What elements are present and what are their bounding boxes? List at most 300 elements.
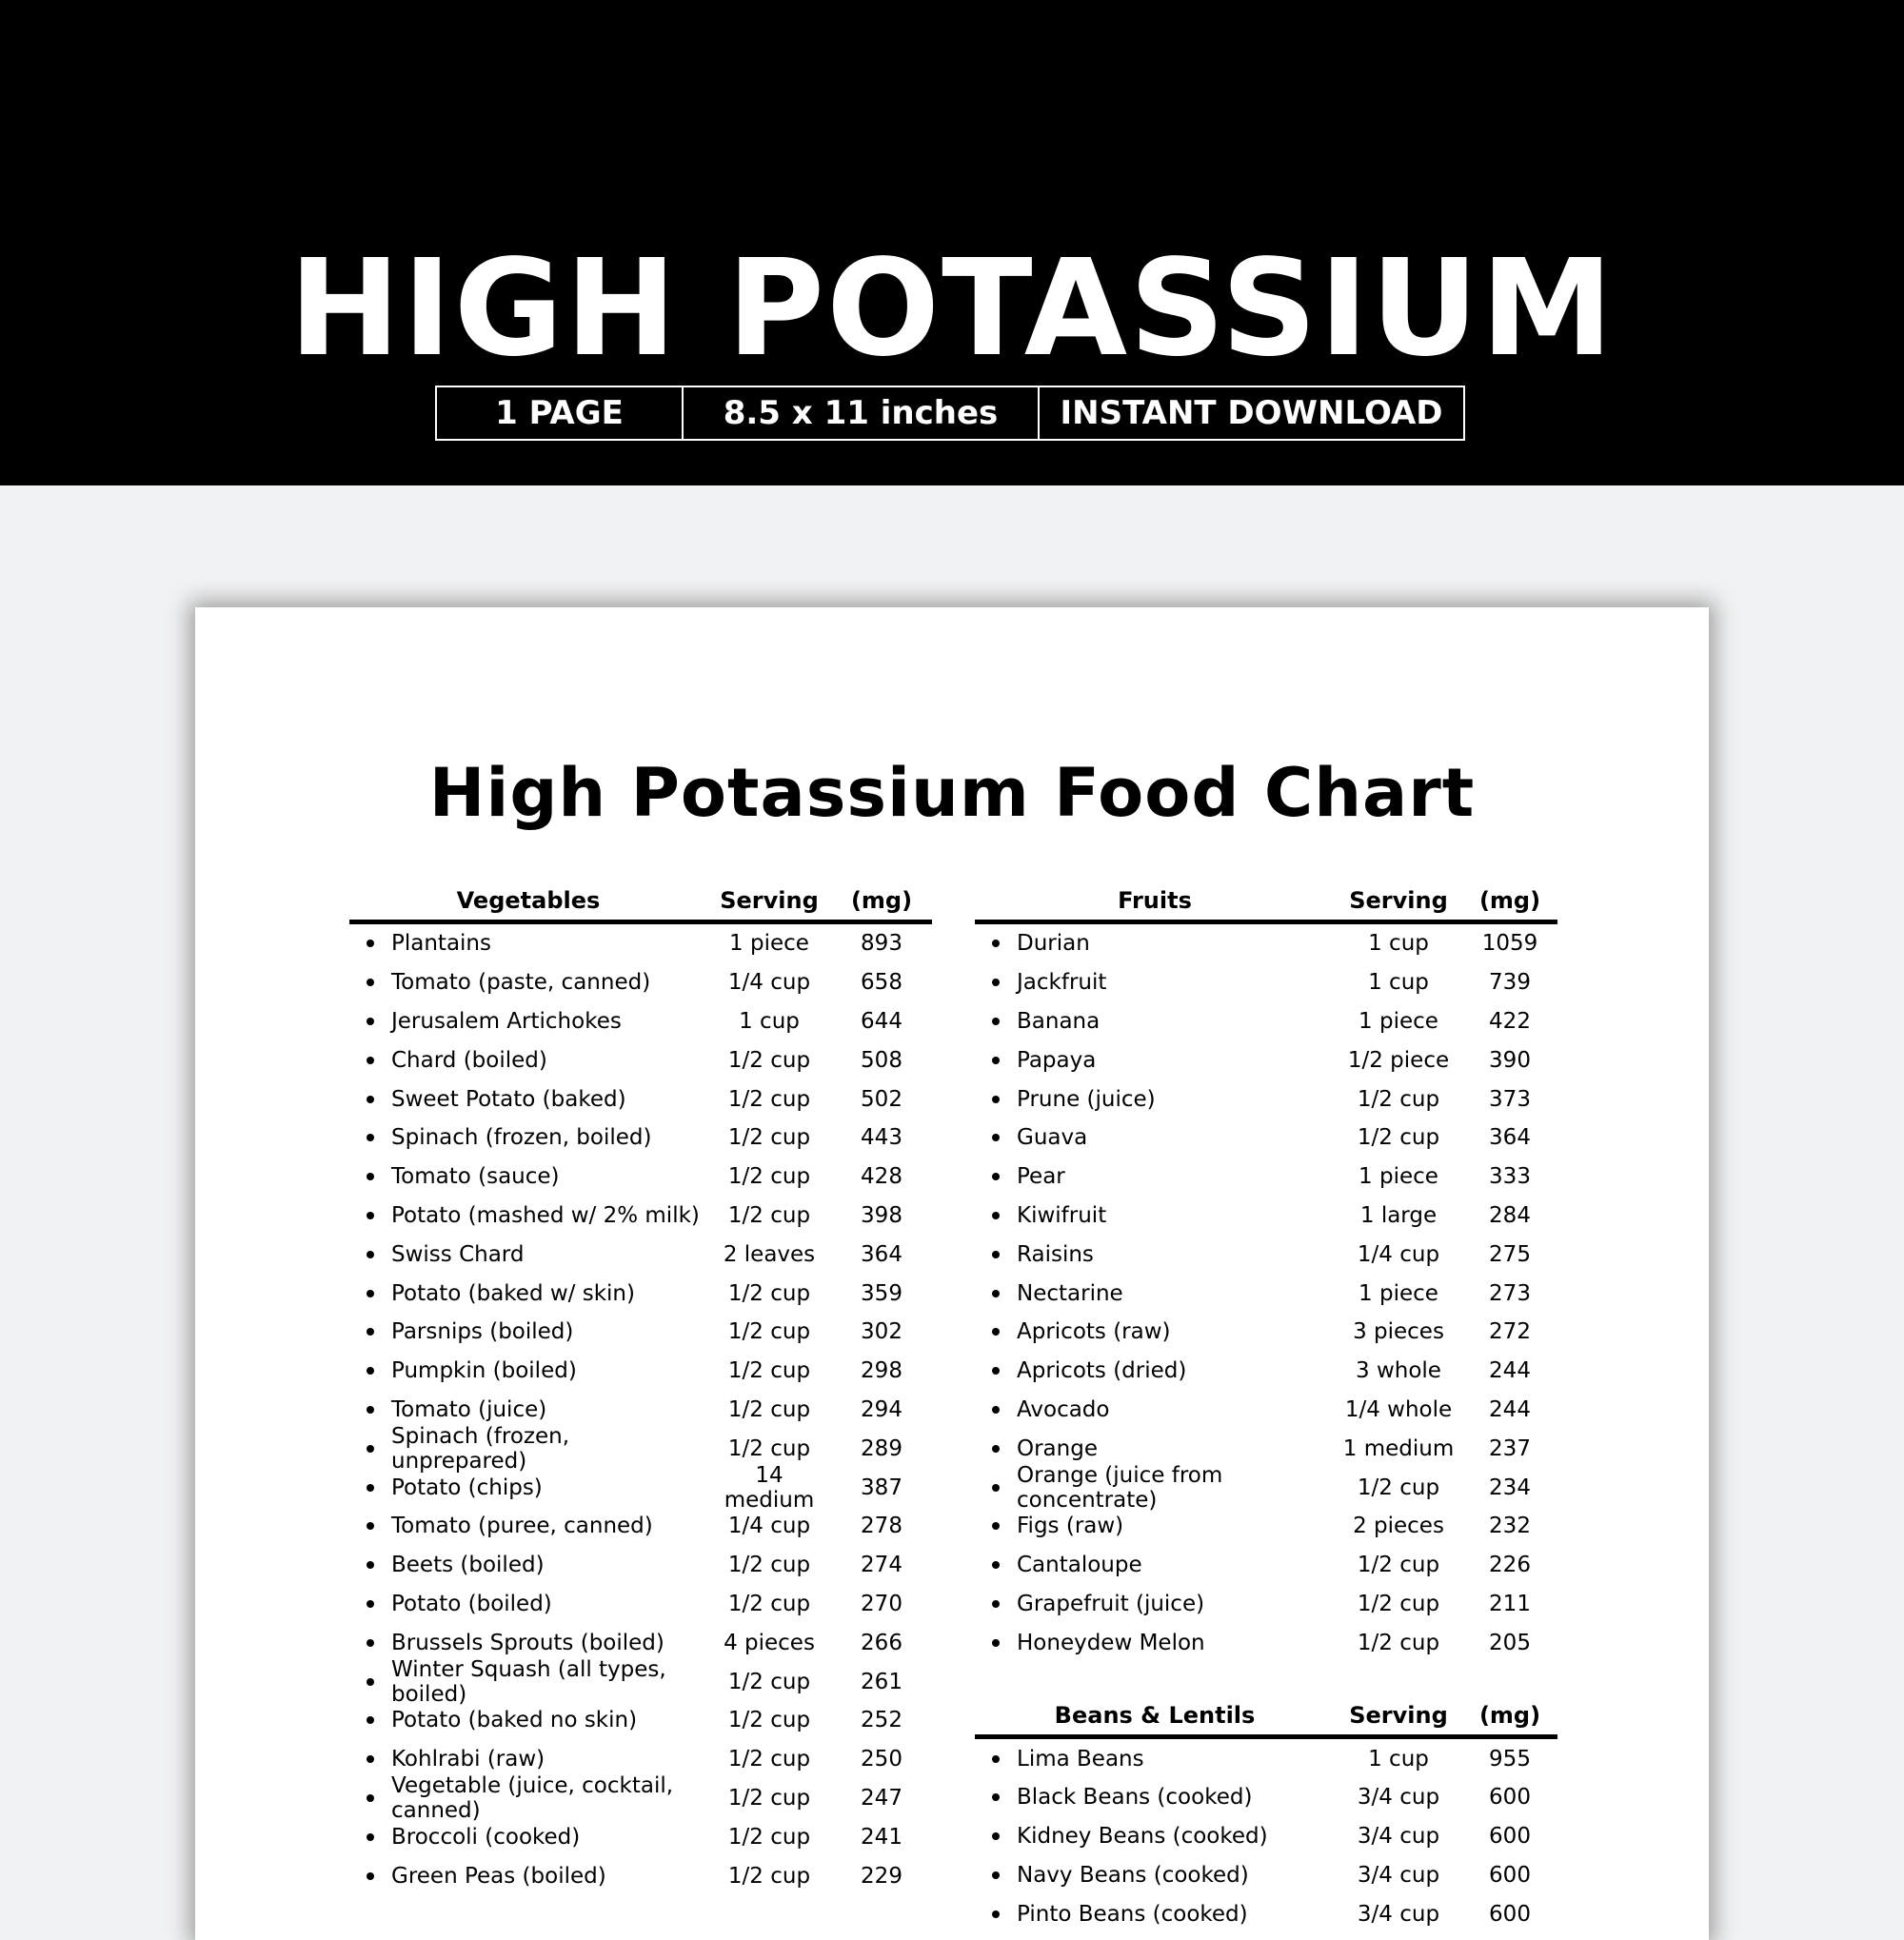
food-name xyxy=(349,970,707,995)
bullet-icon xyxy=(367,1794,374,1802)
food-name xyxy=(975,1553,1335,1577)
potassium-mg: 390 xyxy=(1489,1047,1531,1073)
food-name-text: Honeydew Melon xyxy=(1017,1630,1205,1655)
serving-size: 1/2 piece xyxy=(1347,1047,1450,1073)
bullet-icon xyxy=(992,1639,1000,1647)
bullet-icon xyxy=(992,1212,1000,1219)
serving-size: 1 cup xyxy=(739,1008,800,1034)
serving-size: 1/2 cup xyxy=(727,1669,811,1694)
potassium-mg: 244 xyxy=(1489,1396,1531,1422)
bullet-icon xyxy=(367,1057,374,1064)
food-name xyxy=(975,1319,1335,1344)
food-name xyxy=(975,1463,1335,1513)
serving-size: 1/2 cup xyxy=(727,1125,811,1151)
serving-size: 1/2 cup xyxy=(1357,1553,1440,1578)
potassium-mg: 502 xyxy=(861,1086,902,1112)
spec-download: INSTANT DOWNLOAD xyxy=(1060,394,1443,432)
bullet-icon xyxy=(992,1096,1000,1103)
potassium-mg: 232 xyxy=(1489,1514,1531,1539)
food-name-text: Brussels Sprouts (boiled) xyxy=(391,1630,664,1655)
serving-size: 3/4 cup xyxy=(1357,1785,1440,1811)
food-name-text: Avocado xyxy=(1017,1396,1110,1422)
food-name-text: Navy Beans (cooked) xyxy=(1017,1862,1249,1888)
food-name-text: Tomato (sauce) xyxy=(391,1164,560,1190)
food-name-text: Grapefruit (juice) xyxy=(1017,1591,1205,1616)
food-name-text: Tomato (puree, canned) xyxy=(391,1514,653,1539)
table-row xyxy=(349,963,932,1002)
food-name xyxy=(349,1319,707,1344)
bullet-icon xyxy=(367,940,374,947)
food-name-text: Durian xyxy=(1017,931,1090,957)
serving-size: 1 piece xyxy=(1359,1008,1438,1034)
potassium-mg: 443 xyxy=(861,1125,902,1151)
food-name xyxy=(349,1358,707,1383)
table-row xyxy=(349,1701,932,1740)
food-name-text: Spinach (frozen, boiled) xyxy=(391,1125,652,1151)
food-name-text: Prune (juice) xyxy=(1017,1086,1156,1112)
bullet-icon xyxy=(992,1484,1000,1492)
food-name xyxy=(975,1863,1335,1888)
food-name xyxy=(975,1631,1335,1655)
food-name xyxy=(975,1203,1335,1228)
table-row xyxy=(349,1274,932,1313)
serving-size: 1/2 cup xyxy=(1357,1591,1440,1616)
serving-size: 1/2 cup xyxy=(1357,1475,1440,1500)
bullet-icon xyxy=(367,1716,374,1724)
food-name-text: Lima Beans xyxy=(1017,1746,1144,1772)
potassium-mg: 428 xyxy=(861,1164,902,1190)
potassium-mg: 387 xyxy=(861,1475,902,1500)
table-row xyxy=(349,1002,932,1041)
potassium-mg: 600 xyxy=(1489,1901,1531,1927)
food-name-text: Potato (baked w/ skin) xyxy=(391,1280,635,1306)
beans-header xyxy=(975,1691,1557,1739)
food-name xyxy=(349,931,707,956)
serving-size: 1 large xyxy=(1359,1202,1438,1228)
header-serving: Serving xyxy=(1349,1702,1448,1730)
table-row xyxy=(975,1546,1557,1585)
potassium-mg: 893 xyxy=(861,931,902,957)
serving-size: 1 cup xyxy=(1368,1746,1429,1772)
potassium-mg: 333 xyxy=(1489,1164,1531,1190)
food-name-text: Apricots (raw) xyxy=(1017,1319,1171,1345)
spec-bar xyxy=(435,386,1465,441)
serving-size: 2 leaves xyxy=(723,1241,816,1267)
serving-size: 1/4 cup xyxy=(1357,1241,1440,1267)
header-name: Fruits xyxy=(1118,887,1192,914)
fruits-table xyxy=(975,876,1557,1933)
bullet-icon xyxy=(367,1872,374,1880)
food-name-text: Broccoli (cooked) xyxy=(391,1824,581,1850)
potassium-mg: 272 xyxy=(1489,1319,1531,1345)
serving-size: 1/2 cup xyxy=(727,1280,811,1306)
food-name-text: Potato (mashed w/ 2% milk) xyxy=(391,1202,700,1228)
bullet-icon xyxy=(367,1522,374,1530)
serving-size: 1 medium xyxy=(1342,1435,1455,1461)
potassium-mg: 241 xyxy=(861,1824,902,1850)
food-name xyxy=(349,1657,707,1707)
bullet-icon xyxy=(367,1561,374,1569)
food-name xyxy=(975,1125,1335,1150)
serving-size: 3/4 cup xyxy=(1357,1901,1440,1927)
potassium-mg: 955 xyxy=(1489,1746,1531,1772)
food-name xyxy=(975,1902,1335,1927)
potassium-mg: 273 xyxy=(1489,1280,1531,1306)
potassium-mg: 1059 xyxy=(1481,931,1538,957)
table-row xyxy=(349,1079,932,1118)
potassium-mg: 422 xyxy=(1489,1008,1531,1034)
table-row xyxy=(975,1079,1557,1118)
potassium-mg: 302 xyxy=(861,1319,902,1345)
food-name-text: Kohlrabi (raw) xyxy=(391,1747,545,1772)
food-name xyxy=(975,1164,1335,1189)
serving-size: 3 pieces xyxy=(1353,1319,1444,1345)
table-row xyxy=(349,1352,932,1391)
bullet-icon xyxy=(367,1290,374,1297)
food-name-text: Orange (juice from concentrate) xyxy=(1017,1462,1223,1513)
potassium-mg: 252 xyxy=(861,1708,902,1733)
bullet-icon xyxy=(992,1134,1000,1141)
food-name xyxy=(349,1397,707,1422)
potassium-mg: 398 xyxy=(861,1202,902,1228)
bullet-icon xyxy=(367,1328,374,1336)
food-name-text: Green Peas (boiled) xyxy=(391,1863,606,1889)
food-name xyxy=(349,1825,707,1850)
table-row xyxy=(975,1462,1557,1513)
table-row xyxy=(349,1817,932,1856)
serving-size: 1/2 cup xyxy=(727,1086,811,1112)
potassium-mg: 261 xyxy=(861,1669,902,1694)
serving-size: 1/4 whole xyxy=(1344,1396,1453,1422)
fruits-list xyxy=(975,924,1557,1662)
potassium-mg: 244 xyxy=(1489,1358,1531,1384)
potassium-mg: 298 xyxy=(861,1358,902,1384)
food-name xyxy=(349,1708,707,1732)
food-name-text: Jackfruit xyxy=(1017,970,1107,996)
bullet-icon xyxy=(992,1057,1000,1064)
food-name-text: Potato (baked no skin) xyxy=(391,1708,638,1733)
table-row xyxy=(975,963,1557,1002)
food-name-text: Jerusalem Artichokes xyxy=(391,1008,622,1034)
table-row xyxy=(975,1235,1557,1274)
serving-size: 1/2 cup xyxy=(727,1047,811,1073)
potassium-mg: 274 xyxy=(861,1553,902,1578)
table-row xyxy=(349,1585,932,1624)
serving-size: 3/4 cup xyxy=(1357,1824,1440,1850)
bullet-icon xyxy=(367,1755,374,1763)
table-row xyxy=(975,1391,1557,1430)
bullet-icon xyxy=(992,1600,1000,1608)
potassium-mg: 373 xyxy=(1489,1086,1531,1112)
potassium-mg: 294 xyxy=(861,1396,902,1422)
bullet-icon xyxy=(367,1251,374,1258)
potassium-mg: 250 xyxy=(861,1747,902,1772)
table-row xyxy=(975,1894,1557,1933)
table-row xyxy=(349,924,932,963)
serving-size: 1 cup xyxy=(1368,970,1429,996)
food-name-text: Potato (boiled) xyxy=(391,1591,552,1616)
table-row xyxy=(349,1507,932,1546)
food-name-text: Pear xyxy=(1017,1164,1065,1190)
bullet-icon xyxy=(367,1173,374,1180)
potassium-mg: 284 xyxy=(1489,1202,1531,1228)
food-name-text: Tomato (juice) xyxy=(391,1396,547,1422)
potassium-mg: 359 xyxy=(861,1280,902,1306)
food-name xyxy=(975,970,1335,995)
bullet-icon xyxy=(367,1096,374,1103)
table-row xyxy=(349,1772,932,1823)
serving-size: 1 piece xyxy=(1359,1280,1438,1306)
food-name-text: Pumpkin (boiled) xyxy=(391,1358,577,1384)
food-name-text: Winter Squash (all types, boiled) xyxy=(391,1656,666,1707)
bullet-icon xyxy=(367,1639,374,1647)
serving-size: 3/4 cup xyxy=(1357,1862,1440,1888)
potassium-mg: 237 xyxy=(1489,1435,1531,1461)
food-name xyxy=(349,1048,707,1073)
bullet-icon xyxy=(992,1445,1000,1453)
potassium-mg: 364 xyxy=(861,1241,902,1267)
food-name-text: Chard (boiled) xyxy=(391,1047,547,1073)
header-mg: (mg) xyxy=(1478,887,1541,914)
serving-size: 1/2 cup xyxy=(727,1747,811,1772)
food-name-text: Plantains xyxy=(391,931,491,957)
bullet-icon xyxy=(992,1406,1000,1414)
bullet-icon xyxy=(992,1251,1000,1258)
bullet-icon xyxy=(992,1522,1000,1530)
food-name xyxy=(975,1747,1335,1772)
potassium-mg: 278 xyxy=(861,1514,902,1539)
table-row xyxy=(975,1118,1557,1158)
beans-list xyxy=(975,1739,1557,1933)
serving-size: 4 pieces xyxy=(724,1630,815,1655)
chart-sheet xyxy=(195,607,1709,1940)
table-row xyxy=(975,924,1557,963)
table-row xyxy=(975,1507,1557,1546)
potassium-mg: 275 xyxy=(1489,1241,1531,1267)
serving-size: 1 cup xyxy=(1368,931,1429,957)
serving-size: 1 piece xyxy=(1359,1164,1438,1190)
bullet-icon xyxy=(367,1406,374,1414)
bullet-icon xyxy=(992,1367,1000,1375)
bullet-icon xyxy=(992,1910,1000,1918)
potassium-mg: 205 xyxy=(1489,1630,1531,1655)
food-name xyxy=(349,1475,707,1500)
bullet-icon xyxy=(992,1328,1000,1336)
bullet-icon xyxy=(367,1445,374,1453)
food-name xyxy=(975,1358,1335,1383)
food-name-text: Black Beans (cooked) xyxy=(1017,1785,1253,1811)
table-row xyxy=(349,1158,932,1197)
table-row xyxy=(349,1235,932,1274)
serving-size: 1 piece xyxy=(729,931,809,957)
bullet-icon xyxy=(367,1367,374,1375)
food-name-text: Kiwifruit xyxy=(1017,1202,1107,1228)
header-mg: (mg) xyxy=(850,887,913,914)
table-row xyxy=(975,1778,1557,1817)
food-name xyxy=(349,1203,707,1228)
food-name-text: Cantaloupe xyxy=(1017,1553,1142,1578)
serving-size: 1/2 cup xyxy=(727,1785,811,1811)
table-row xyxy=(975,1352,1557,1391)
potassium-mg: 289 xyxy=(861,1435,902,1461)
food-name xyxy=(349,1125,707,1150)
food-name-text: Vegetable (juice, cocktail, canned) xyxy=(391,1772,674,1823)
potassium-mg: 270 xyxy=(861,1591,902,1616)
potassium-mg: 508 xyxy=(861,1047,902,1073)
table-row xyxy=(975,1817,1557,1856)
food-name xyxy=(975,1009,1335,1034)
bullet-icon xyxy=(367,1833,374,1841)
food-name-text: Tomato (paste, canned) xyxy=(391,970,651,996)
serving-size: 14 medium xyxy=(724,1462,815,1513)
header-mg: (mg) xyxy=(1478,1702,1541,1730)
serving-size: 1/2 cup xyxy=(727,1591,811,1616)
table-row xyxy=(349,1118,932,1158)
potassium-mg: 600 xyxy=(1489,1824,1531,1850)
food-name xyxy=(349,1514,707,1538)
bullet-icon xyxy=(992,1018,1000,1025)
beans-table xyxy=(975,1691,1557,1933)
food-name-text: Nectarine xyxy=(1017,1280,1123,1306)
food-name-text: Guava xyxy=(1017,1125,1088,1151)
serving-size: 1/2 cup xyxy=(727,1863,811,1889)
table-row xyxy=(975,1040,1557,1079)
vegetables-list xyxy=(349,924,932,1895)
serving-size: 1/2 cup xyxy=(727,1319,811,1345)
food-name xyxy=(349,1009,707,1034)
serving-size: 1/2 cup xyxy=(727,1708,811,1733)
food-name-text: Kidney Beans (cooked) xyxy=(1017,1824,1268,1850)
food-name xyxy=(349,1747,707,1772)
potassium-mg: 234 xyxy=(1489,1475,1531,1500)
serving-size: 1/2 cup xyxy=(727,1358,811,1384)
potassium-mg: 364 xyxy=(1489,1125,1531,1151)
serving-size: 1/2 cup xyxy=(727,1164,811,1190)
potassium-mg: 247 xyxy=(861,1785,902,1811)
food-name xyxy=(975,1824,1335,1849)
table-row xyxy=(349,1546,932,1585)
food-name xyxy=(349,1864,707,1889)
bullet-icon xyxy=(367,1134,374,1141)
food-name-text: Banana xyxy=(1017,1008,1101,1034)
table-row xyxy=(349,1423,932,1474)
bullet-icon xyxy=(992,1173,1000,1180)
food-name xyxy=(975,1048,1335,1073)
header-serving: Serving xyxy=(720,887,819,914)
food-name xyxy=(349,1281,707,1306)
food-name xyxy=(975,1281,1335,1306)
bullet-icon xyxy=(992,979,1000,986)
fruits-header xyxy=(975,876,1557,924)
food-name xyxy=(349,1087,707,1112)
serving-size: 3 whole xyxy=(1356,1358,1441,1384)
page-title: High Potassium Food Chart xyxy=(428,754,1476,832)
food-name-text: Apricots (dried) xyxy=(1017,1358,1187,1384)
food-name-text: Pinto Beans (cooked) xyxy=(1017,1901,1248,1927)
bullet-icon xyxy=(367,1212,374,1219)
food-name-text: Swiss Chard xyxy=(391,1241,525,1267)
potassium-mg: 266 xyxy=(861,1630,902,1655)
food-name-text: Raisins xyxy=(1017,1241,1094,1267)
banner-title: HIGH POTASSIUM xyxy=(288,231,1616,386)
table-row xyxy=(349,1197,932,1236)
table-row xyxy=(349,1462,932,1513)
food-name xyxy=(975,931,1335,956)
spec-pages: 1 PAGE xyxy=(437,387,684,439)
header-serving: Serving xyxy=(1349,887,1448,914)
serving-size: 1/2 cup xyxy=(727,1553,811,1578)
bullet-icon xyxy=(992,940,1000,947)
food-name-text: Figs (raw) xyxy=(1017,1514,1124,1539)
food-name xyxy=(349,1242,707,1267)
food-name xyxy=(349,1773,707,1823)
food-name xyxy=(349,1164,707,1189)
table-row xyxy=(975,1585,1557,1624)
food-name xyxy=(975,1397,1335,1422)
bullet-icon xyxy=(367,1678,374,1686)
bullet-icon xyxy=(367,1484,374,1492)
header-name: Beans & Lentils xyxy=(1054,1702,1256,1730)
food-name xyxy=(975,1436,1335,1461)
table-row xyxy=(975,1197,1557,1236)
food-name-text: Beets (boiled) xyxy=(391,1553,545,1578)
food-name xyxy=(975,1242,1335,1267)
food-name-text: Spinach (frozen, unprepared) xyxy=(391,1423,569,1474)
potassium-mg: 600 xyxy=(1489,1785,1531,1811)
food-name-text: Parsnips (boiled) xyxy=(391,1319,574,1345)
food-name xyxy=(975,1592,1335,1616)
table-row xyxy=(975,1739,1557,1778)
potassium-mg: 600 xyxy=(1489,1862,1531,1888)
potassium-mg: 211 xyxy=(1489,1591,1531,1616)
bullet-icon xyxy=(367,1600,374,1608)
serving-size: 1/2 cup xyxy=(1357,1630,1440,1655)
food-name xyxy=(349,1592,707,1616)
food-name-text: Potato (chips) xyxy=(391,1475,543,1500)
food-name xyxy=(975,1785,1335,1810)
table-row xyxy=(975,1313,1557,1352)
bullet-icon xyxy=(992,1871,1000,1879)
food-name xyxy=(349,1553,707,1577)
bullet-icon xyxy=(992,1290,1000,1297)
vegetables-header xyxy=(349,876,932,924)
potassium-mg: 644 xyxy=(861,1008,902,1034)
table-row xyxy=(975,1274,1557,1313)
table-row xyxy=(975,1856,1557,1895)
banner xyxy=(0,0,1904,485)
table-row xyxy=(975,1623,1557,1662)
vegetables-table xyxy=(349,876,932,1895)
serving-size: 1/4 cup xyxy=(727,1514,811,1539)
serving-size: 1/2 cup xyxy=(727,1824,811,1850)
serving-size: 2 pieces xyxy=(1353,1514,1444,1539)
serving-size: 1/2 cup xyxy=(1357,1086,1440,1112)
table-row xyxy=(975,1158,1557,1197)
potassium-mg: 658 xyxy=(861,970,902,996)
serving-size: 1/2 cup xyxy=(727,1435,811,1461)
food-name xyxy=(975,1087,1335,1112)
food-name-text: Orange xyxy=(1017,1435,1098,1461)
bullet-icon xyxy=(367,1018,374,1025)
serving-size: 1/2 cup xyxy=(727,1396,811,1422)
bullet-icon xyxy=(992,1832,1000,1840)
serving-size: 1/2 cup xyxy=(727,1202,811,1228)
spec-size: 8.5 x 11 inches xyxy=(684,387,1040,439)
food-name-text: Papaya xyxy=(1017,1047,1097,1073)
potassium-mg: 739 xyxy=(1489,970,1531,996)
serving-size: 1/2 cup xyxy=(1357,1125,1440,1151)
food-name-text: Sweet Potato (baked) xyxy=(391,1086,626,1112)
